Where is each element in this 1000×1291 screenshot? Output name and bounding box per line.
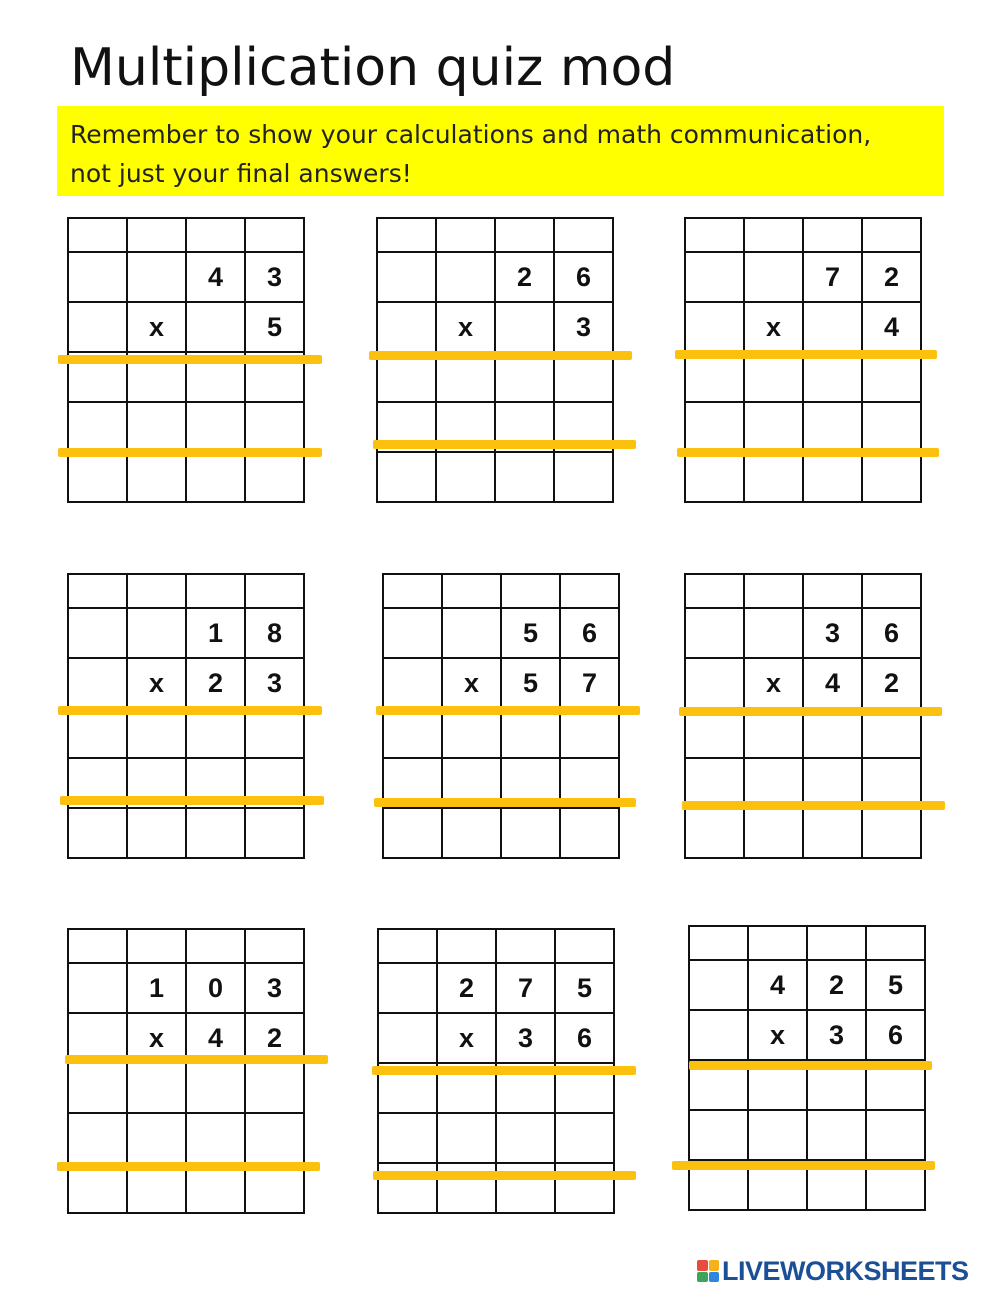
brand-name: LIVEWORKSHEETS	[722, 1255, 969, 1286]
answer-cell[interactable]	[685, 352, 744, 402]
multiplicand-cell: 6	[862, 608, 921, 658]
sum-line	[677, 448, 939, 457]
multiplier-cell: 5	[245, 302, 304, 352]
multiplier-cell: 3	[496, 1013, 555, 1063]
multiplicand-cell	[744, 252, 803, 302]
answer-cell[interactable]	[383, 808, 442, 858]
answer-cell[interactable]	[68, 708, 127, 758]
product-line	[369, 351, 632, 360]
multiplier-cell: 4	[862, 302, 921, 352]
multiplier-cell	[685, 302, 744, 352]
multiplicand-cell	[685, 608, 744, 658]
answer-cell[interactable]	[495, 218, 554, 252]
answer-cell[interactable]	[186, 929, 245, 963]
answer-cell[interactable]	[127, 402, 186, 452]
answer-cell[interactable]	[186, 452, 245, 502]
answer-cell[interactable]	[866, 926, 925, 960]
multiplicand-cell	[68, 963, 127, 1013]
multiplier-cell: x	[437, 1013, 496, 1063]
answer-cell[interactable]	[496, 1113, 555, 1163]
answer-cell[interactable]	[245, 808, 304, 858]
answer-cell[interactable]	[186, 708, 245, 758]
answer-cell[interactable]	[744, 402, 803, 452]
answer-cell[interactable]	[560, 708, 619, 758]
answer-cell[interactable]	[436, 452, 495, 502]
answer-cell[interactable]	[803, 574, 862, 608]
answer-cell[interactable]	[377, 218, 436, 252]
sum-line	[57, 1162, 320, 1171]
sum-line	[60, 796, 324, 805]
answer-cell[interactable]	[68, 452, 127, 502]
answer-cell[interactable]	[245, 929, 304, 963]
answer-cell[interactable]	[685, 452, 744, 502]
answer-cell[interactable]	[495, 452, 554, 502]
multiplier-cell: x	[744, 658, 803, 708]
product-line	[675, 350, 937, 359]
multiplicand-cell: 1	[127, 963, 186, 1013]
answer-cell[interactable]	[442, 708, 501, 758]
instruction-line-2: not just your final answers!	[70, 159, 412, 188]
problem-grid-2	[376, 217, 614, 503]
answer-cell[interactable]	[378, 1113, 437, 1163]
answer-cell[interactable]	[245, 452, 304, 502]
answer-cell[interactable]	[377, 452, 436, 502]
answer-cell[interactable]	[803, 352, 862, 402]
multiplier-cell	[495, 302, 554, 352]
answer-cell[interactable]	[245, 218, 304, 252]
product-line	[65, 1055, 328, 1064]
multiplier-cell: 4	[186, 1013, 245, 1063]
sum-line	[374, 798, 636, 807]
multiplier-cell: 7	[560, 658, 619, 708]
answer-cell[interactable]	[186, 808, 245, 858]
multiplier-cell: 2	[186, 658, 245, 708]
answer-cell[interactable]	[501, 574, 560, 608]
multiplier-cell	[689, 1010, 748, 1060]
answer-cell[interactable]	[245, 402, 304, 452]
answer-cell[interactable]	[68, 402, 127, 452]
liveworksheets-logo	[697, 1256, 969, 1286]
problem-grid-6	[684, 573, 922, 859]
answer-cell[interactable]	[862, 352, 921, 402]
answer-cell[interactable]	[748, 926, 807, 960]
multiplier-cell	[378, 1013, 437, 1063]
answer-cell[interactable]	[127, 1063, 186, 1113]
multiplicand-cell: 5	[555, 963, 614, 1013]
answer-cell[interactable]	[442, 808, 501, 858]
multiplicand-cell: 2	[437, 963, 496, 1013]
answer-cell[interactable]	[127, 708, 186, 758]
sum-line	[373, 440, 636, 449]
multiplicand-cell: 6	[560, 608, 619, 658]
sum-line	[373, 1171, 636, 1180]
multiplier-cell	[186, 302, 245, 352]
answer-cell[interactable]	[68, 574, 127, 608]
multiplicand-cell	[442, 608, 501, 658]
answer-cell[interactable]	[803, 808, 862, 858]
answer-cell[interactable]	[744, 574, 803, 608]
multiplicand-cell: 1	[186, 608, 245, 658]
answer-cell[interactable]	[68, 1063, 127, 1113]
product-line	[58, 355, 322, 364]
answer-cell[interactable]	[245, 708, 304, 758]
answer-cell[interactable]	[68, 929, 127, 963]
answer-cell[interactable]	[554, 218, 613, 252]
multiplier-cell: 3	[245, 658, 304, 708]
answer-cell[interactable]	[807, 1110, 866, 1160]
product-line	[376, 706, 640, 715]
multiplicand-cell: 2	[495, 252, 554, 302]
answer-cell[interactable]	[127, 1113, 186, 1163]
multiplier-cell: 3	[807, 1010, 866, 1060]
multiplier-cell: x	[127, 302, 186, 352]
answer-cell[interactable]	[68, 808, 127, 858]
multiplicand-cell: 3	[245, 963, 304, 1013]
multiplier-cell	[685, 658, 744, 708]
multiplier-cell: 6	[866, 1010, 925, 1060]
problem-grid-3	[684, 217, 922, 503]
answer-cell[interactable]	[744, 452, 803, 502]
multiplier-cell: 4	[803, 658, 862, 708]
answer-cell[interactable]	[866, 1110, 925, 1160]
answer-cell[interactable]	[127, 808, 186, 858]
answer-cell[interactable]	[803, 452, 862, 502]
multiplier-cell: x	[127, 658, 186, 708]
multiplicand-cell	[377, 252, 436, 302]
product-line	[679, 707, 942, 716]
problem-grid-5	[382, 573, 620, 859]
answer-cell[interactable]	[554, 452, 613, 502]
instruction-line-1: Remember to show your calculations and math communication,	[70, 120, 872, 149]
answer-cell[interactable]	[437, 1113, 496, 1163]
multiplicand-cell	[68, 608, 127, 658]
multiplicand-cell: 3	[245, 252, 304, 302]
problem-grid-4	[67, 573, 305, 859]
answer-cell[interactable]	[68, 1113, 127, 1163]
instruction-banner	[57, 106, 944, 196]
answer-cell[interactable]	[245, 1113, 304, 1163]
answer-cell[interactable]	[560, 574, 619, 608]
answer-cell[interactable]	[186, 574, 245, 608]
multiplier-cell: 2	[862, 658, 921, 708]
multiplier-cell: 5	[501, 658, 560, 708]
product-line	[372, 1066, 636, 1075]
multiplier-cell: x	[748, 1010, 807, 1060]
answer-cell[interactable]	[501, 708, 560, 758]
multiplicand-cell	[744, 608, 803, 658]
multiplicand-cell	[127, 252, 186, 302]
multiplier-cell: x	[442, 658, 501, 708]
answer-cell[interactable]	[862, 218, 921, 252]
answer-cell[interactable]	[862, 574, 921, 608]
answer-cell[interactable]	[803, 218, 862, 252]
multiplicand-cell: 0	[186, 963, 245, 1013]
multiplier-cell: x	[127, 1013, 186, 1063]
product-line	[689, 1061, 932, 1070]
answer-cell[interactable]	[436, 218, 495, 252]
product-line	[58, 706, 322, 715]
multiplier-cell: x	[744, 302, 803, 352]
answer-cell[interactable]	[807, 926, 866, 960]
multiplicand-cell: 7	[496, 963, 555, 1013]
answer-cell[interactable]	[437, 929, 496, 963]
multiplier-cell	[377, 302, 436, 352]
answer-cell[interactable]	[748, 1110, 807, 1160]
multiplicand-cell: 8	[245, 608, 304, 658]
answer-cell[interactable]	[685, 808, 744, 858]
liveworksheets-logo-icon	[697, 1260, 719, 1282]
multiplier-cell: 2	[245, 1013, 304, 1063]
answer-cell[interactable]	[68, 218, 127, 252]
answer-cell[interactable]	[744, 352, 803, 402]
answer-cell[interactable]	[685, 574, 744, 608]
multiplicand-cell	[685, 252, 744, 302]
answer-cell[interactable]	[496, 929, 555, 963]
multiplicand-cell: 5	[866, 960, 925, 1010]
answer-cell[interactable]	[685, 402, 744, 452]
multiplicand-cell: 6	[554, 252, 613, 302]
page-title: Multiplication quiz mod	[70, 38, 676, 98]
answer-cell[interactable]	[555, 1113, 614, 1163]
multiplicand-cell	[436, 252, 495, 302]
answer-cell[interactable]	[127, 929, 186, 963]
multiplier-cell	[803, 302, 862, 352]
answer-cell[interactable]	[378, 929, 437, 963]
answer-cell[interactable]	[383, 574, 442, 608]
answer-cell[interactable]	[245, 1063, 304, 1113]
answer-cell[interactable]	[744, 808, 803, 858]
answer-cell[interactable]	[186, 402, 245, 452]
answer-cell[interactable]	[862, 452, 921, 502]
answer-cell[interactable]	[442, 574, 501, 608]
answer-cell[interactable]	[862, 808, 921, 858]
multiplier-cell: 3	[554, 302, 613, 352]
answer-cell[interactable]	[803, 402, 862, 452]
answer-cell[interactable]	[186, 218, 245, 252]
answer-cell[interactable]	[689, 926, 748, 960]
answer-cell[interactable]	[685, 218, 744, 252]
answer-cell[interactable]	[186, 1063, 245, 1113]
answer-cell[interactable]	[186, 1113, 245, 1163]
answer-cell[interactable]	[560, 808, 619, 858]
multiplicand-cell: 5	[501, 608, 560, 658]
answer-cell[interactable]	[127, 452, 186, 502]
answer-cell[interactable]	[501, 808, 560, 858]
multiplicand-cell: 2	[807, 960, 866, 1010]
multiplicand-cell	[378, 963, 437, 1013]
multiplier-cell: x	[436, 302, 495, 352]
multiplicand-cell	[127, 608, 186, 658]
answer-cell[interactable]	[862, 402, 921, 452]
multiplicand-cell: 4	[186, 252, 245, 302]
answer-cell[interactable]	[555, 929, 614, 963]
multiplicand-cell: 3	[803, 608, 862, 658]
multiplicand-cell: 4	[748, 960, 807, 1010]
sum-line	[58, 448, 322, 457]
problem-grid-7	[67, 928, 305, 1214]
answer-cell[interactable]	[127, 218, 186, 252]
answer-cell[interactable]	[744, 218, 803, 252]
multiplier-cell	[68, 658, 127, 708]
multiplier-cell	[383, 658, 442, 708]
answer-cell[interactable]	[127, 574, 186, 608]
multiplicand-cell: 7	[803, 252, 862, 302]
answer-cell[interactable]	[245, 574, 304, 608]
answer-cell[interactable]	[383, 708, 442, 758]
multiplicand-cell	[68, 252, 127, 302]
multiplier-cell	[68, 302, 127, 352]
multiplicand-cell	[383, 608, 442, 658]
sum-line	[672, 1161, 935, 1170]
answer-cell[interactable]	[689, 1110, 748, 1160]
multiplier-cell: 6	[555, 1013, 614, 1063]
multiplicand-cell	[689, 960, 748, 1010]
multiplicand-cell: 2	[862, 252, 921, 302]
sum-line	[682, 801, 945, 810]
